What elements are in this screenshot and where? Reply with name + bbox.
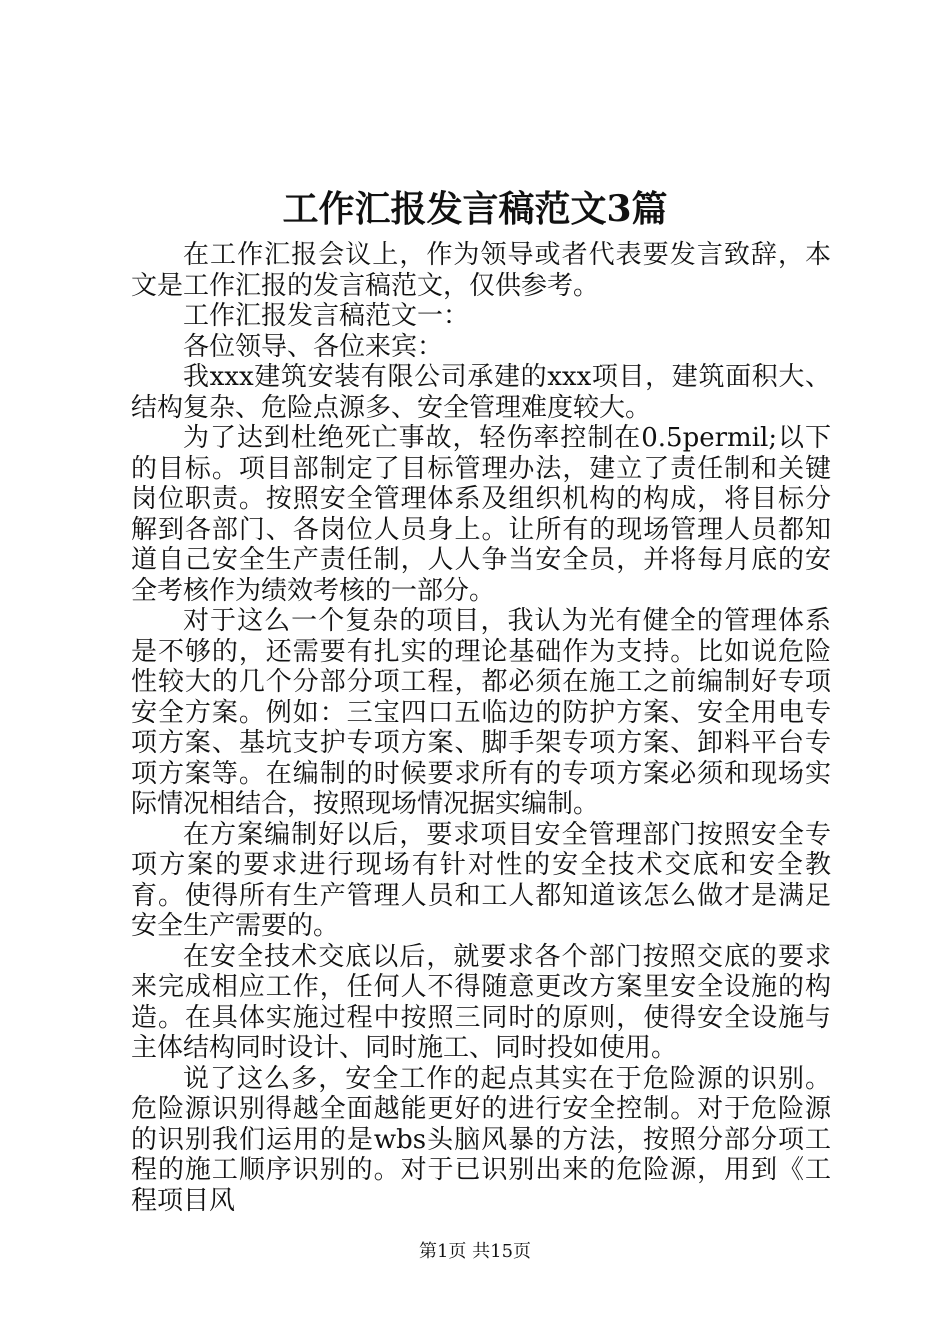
paragraph: 说了这么多，安全工作的起点其实在于危险源的识别。危险源识别得越全面越能更好的进行安全控制。对于危险源的识别我们运用的是wbs头脑风暴的方法，按照分部分项工程的施工顺序识别的。对于已识别出来的危险源，用到《工程项目风 bbox=[131, 1063, 831, 1216]
paragraph: 在工作汇报会议上，作为领导或者代表要发言致辞，本文是工作汇报的发言稿范文，仅供参考。 bbox=[131, 240, 831, 301]
paragraph: 在方案编制好以后，要求项目安全管理部门按照安全专项方案的要求进行现场有针对性的安全技术交底和安全教育。使得所有生产管理人员和工人都知道该怎么做才是满足安全生产需要的。 bbox=[131, 819, 831, 941]
page-footer: 第1页 共15页 bbox=[418, 1241, 532, 1262]
paragraph: 各位领导、各位来宾： bbox=[183, 331, 444, 362]
paragraph: 工作汇报发言稿范文一： bbox=[183, 301, 470, 331]
paragraph: 我xxx建筑安装有限公司承建的xxx项目，建筑面积大、结构复杂、危险点源多、安全管理难度较大。 bbox=[131, 362, 831, 423]
document-title: 工作汇报发言稿范文3篇 bbox=[282, 188, 668, 230]
paragraph: 在安全技术交底以后，就要求各个部门按照交底的要求来完成相应工作，任何人不得随意更改方案里安全设施的构造。在具体实施过程中按照三同时的原则，使得安全设施与主体结构同时设计、同时施工、同时投如使用。 bbox=[131, 941, 831, 1063]
document-body bbox=[131, 240, 831, 1216]
paragraph: 对于这么一个复杂的项目，我认为光有健全的管理体系是不够的，还需要有扎实的理论基础作为支持。比如说危险性较大的几个分部分项工程，都必须在施工之前编制好专项安全方案。例如：三宝四口五临边的防护方案、安全用电专项方案、基坑支护专项方案、脚手架专项方案、卸料平台专项方案等。在编制的时候要求所有的专项方案必须和现场实际情况相结合，按照现场情况据实编制。 bbox=[131, 606, 831, 819]
paragraph: 为了达到杜绝死亡事故，轻伤率控制在0.5permil;以下的目标。项目部制定了目标管理办法，建立了责任制和关键岗位职责。按照安全管理体系及组织机构的构成，将目标分解到各部门、各岗位人员身上。让所有的现场管理人员都知道自己安全生产责任制，人人争当安全员，并将每月底的安全考核作为绩效考核的一部分。 bbox=[131, 423, 831, 606]
